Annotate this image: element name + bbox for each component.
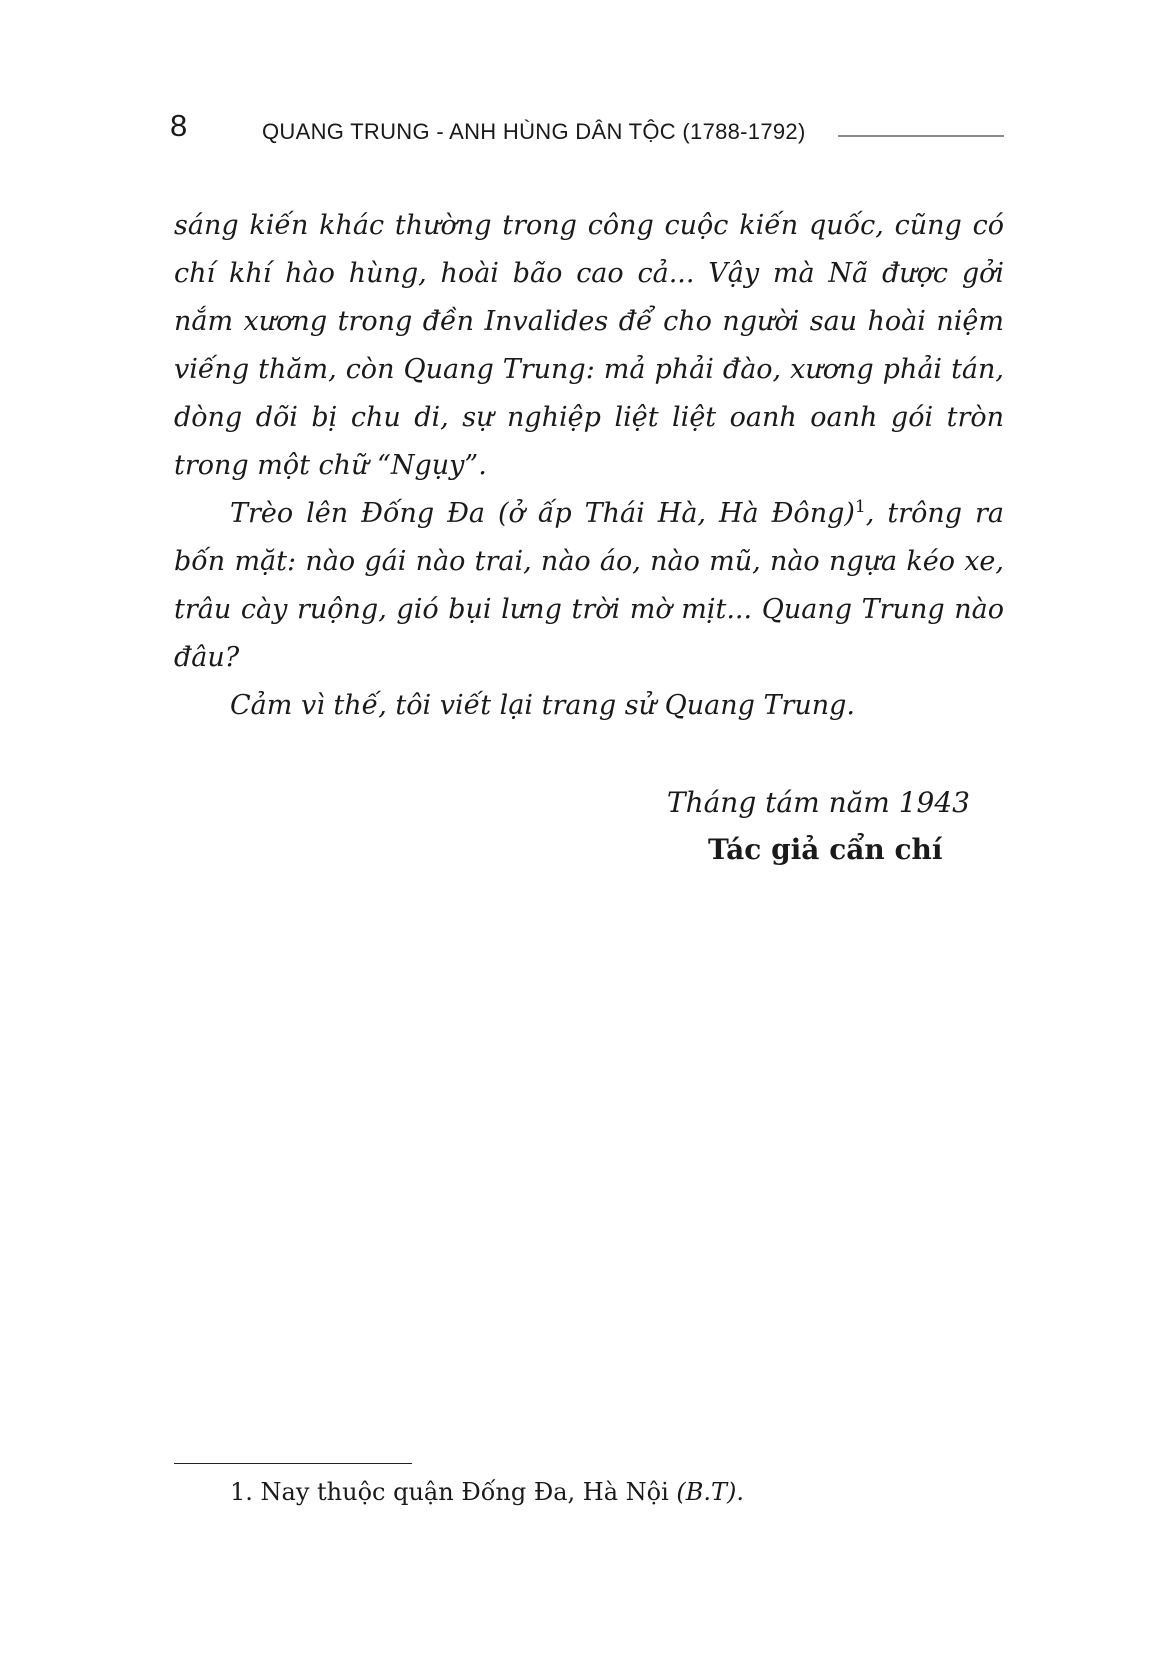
paragraph-2 bbox=[174, 490, 1004, 682]
paragraph-1: sáng kiến khác thường trong công cuộc kiến quốc, cũng có chí khí hào hùng, hoài bão cao cả... Vậy mà Nã được gởi nắm xương trong đền Invalides để cho người sau hoài niệm viếng thăm, còn Quang Trung: mả phải đào, xương phải tán, dòng dõi bị chu di, sự nghiệp liệt liệt oanh oanh gói tròn trong một chữ “Ngụy”. bbox=[174, 210, 1004, 481]
footnote bbox=[230, 1474, 744, 1510]
paragraph-3: Cảm vì thế, tôi viết lại trang sử Quang Trung. bbox=[230, 690, 856, 721]
footnote-rule bbox=[174, 1463, 412, 1464]
footnote-source-abbr: (B.T). bbox=[676, 1478, 745, 1506]
footnote-text: 1. Nay thuộc quận Đống Đa, Hà Nội bbox=[230, 1478, 677, 1506]
page-number: 8 bbox=[170, 108, 188, 143]
header-rule bbox=[838, 135, 1004, 137]
running-head-title: QUANG TRUNG - ANH HÙNG DÂN TỘC (1788-1792) bbox=[262, 119, 806, 144]
paragraph-2-text-end: , trông ra bốn mặt: nào gái nào trai, nào áo, nào mũ, nào ngựa kéo xe, trâu cày ruộng, gió bụi lưng trời mờ mịt... Quang Trung nào đâu? bbox=[174, 498, 1005, 673]
signature-date: Tháng tám năm 1943 bbox=[666, 786, 970, 819]
footnote-reference: 1 bbox=[854, 497, 866, 517]
body-text bbox=[174, 202, 1004, 730]
paragraph-2-text-start: Trèo lên Đống Đa (ở ấp Thái Hà, Hà Đông) bbox=[230, 498, 855, 529]
signature-author: Tác giả cẩn chí bbox=[708, 833, 943, 866]
